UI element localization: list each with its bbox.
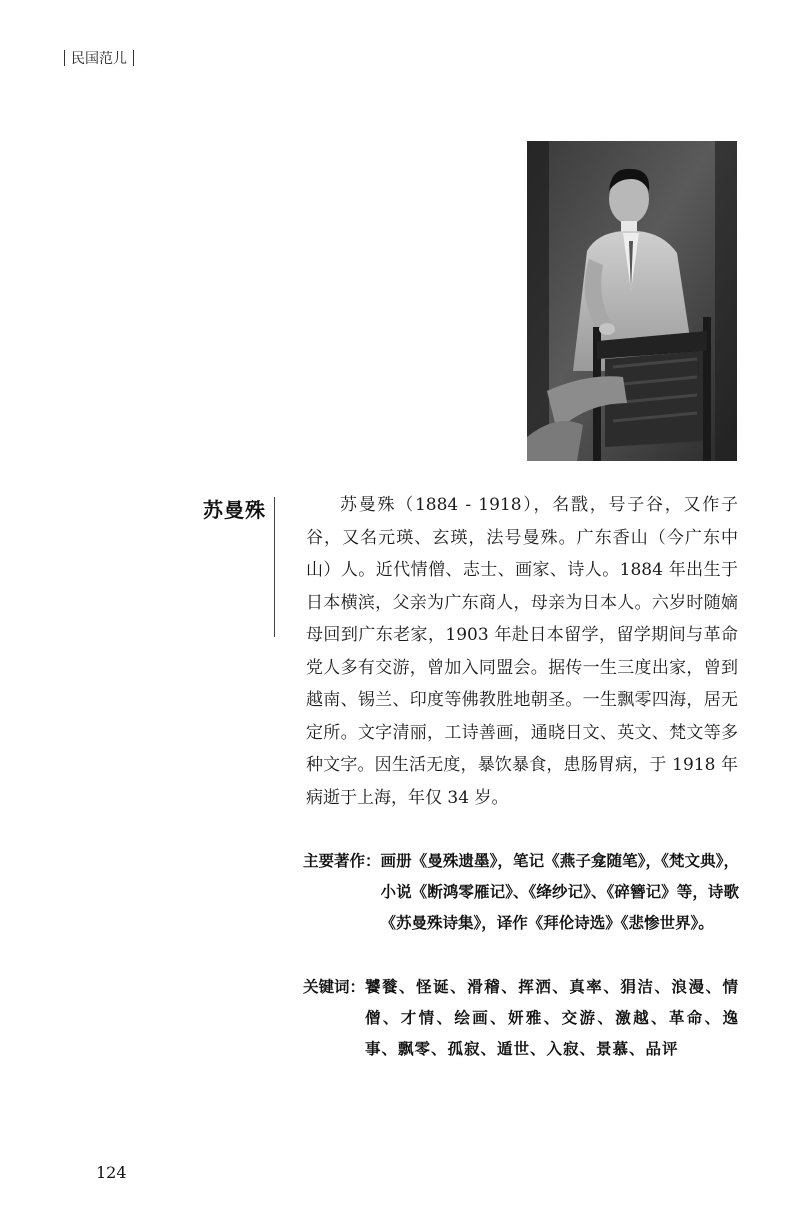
biography-text: 苏曼殊（1884 - 1918），名戬，号子谷，又作子谷，又名元瑛、玄瑛，法号曼殊。广东香山（今广东中山）人。近代情僧、志士、画家、诗人。1884 年出生于日本横滨，父亲为广东商人，母亲为日本人。六岁时随嫡母回到广东老家，1903 年赴日本留学，留学期间与革命党人多有交游，曾加入同盟会。据传一生三度出家，曾到越南、锡兰、印度等佛教胜地朝圣。一生飘零四海，居无定所。文字清丽，工诗善画，通晓日文、英文、梵文等多种文字。因生活无度，暴饮暴食，患肠胃病，于 1918 年病逝于上海，年仅 34 岁。 bbox=[306, 495, 738, 808]
major-works-text: 画册《曼殊遗墨》，笔记《燕子龛随笔》，《梵文典》，小说《断鸿零雁记》、《绛纱记》、《碎簪记》等，诗歌《苏曼殊诗集》，译作《拜伦诗选》《悲惨世界》。 bbox=[380, 852, 739, 932]
header-divider bbox=[64, 50, 65, 66]
keywords-text: 饕餮、怪诞、滑稽、挥洒、真率、狷洁、浪漫、情僧、才情、绘画、妍雅、交游、激越、革命、逸事、飘零、孤寂、遁世、入寂、景慕、品评 bbox=[365, 978, 739, 1058]
name-divider bbox=[274, 497, 275, 637]
major-works-label: 主要著作： bbox=[303, 852, 381, 870]
keywords bbox=[303, 972, 739, 1065]
keywords-label: 关键词： bbox=[303, 978, 366, 996]
page-number: 124 bbox=[96, 1163, 127, 1182]
running-header bbox=[58, 48, 140, 68]
major-works bbox=[303, 846, 739, 939]
person-name: 苏曼殊 bbox=[203, 498, 266, 522]
portrait-photo bbox=[527, 141, 737, 461]
book-title: 民国范儿 bbox=[71, 51, 127, 67]
header-divider bbox=[133, 50, 134, 66]
